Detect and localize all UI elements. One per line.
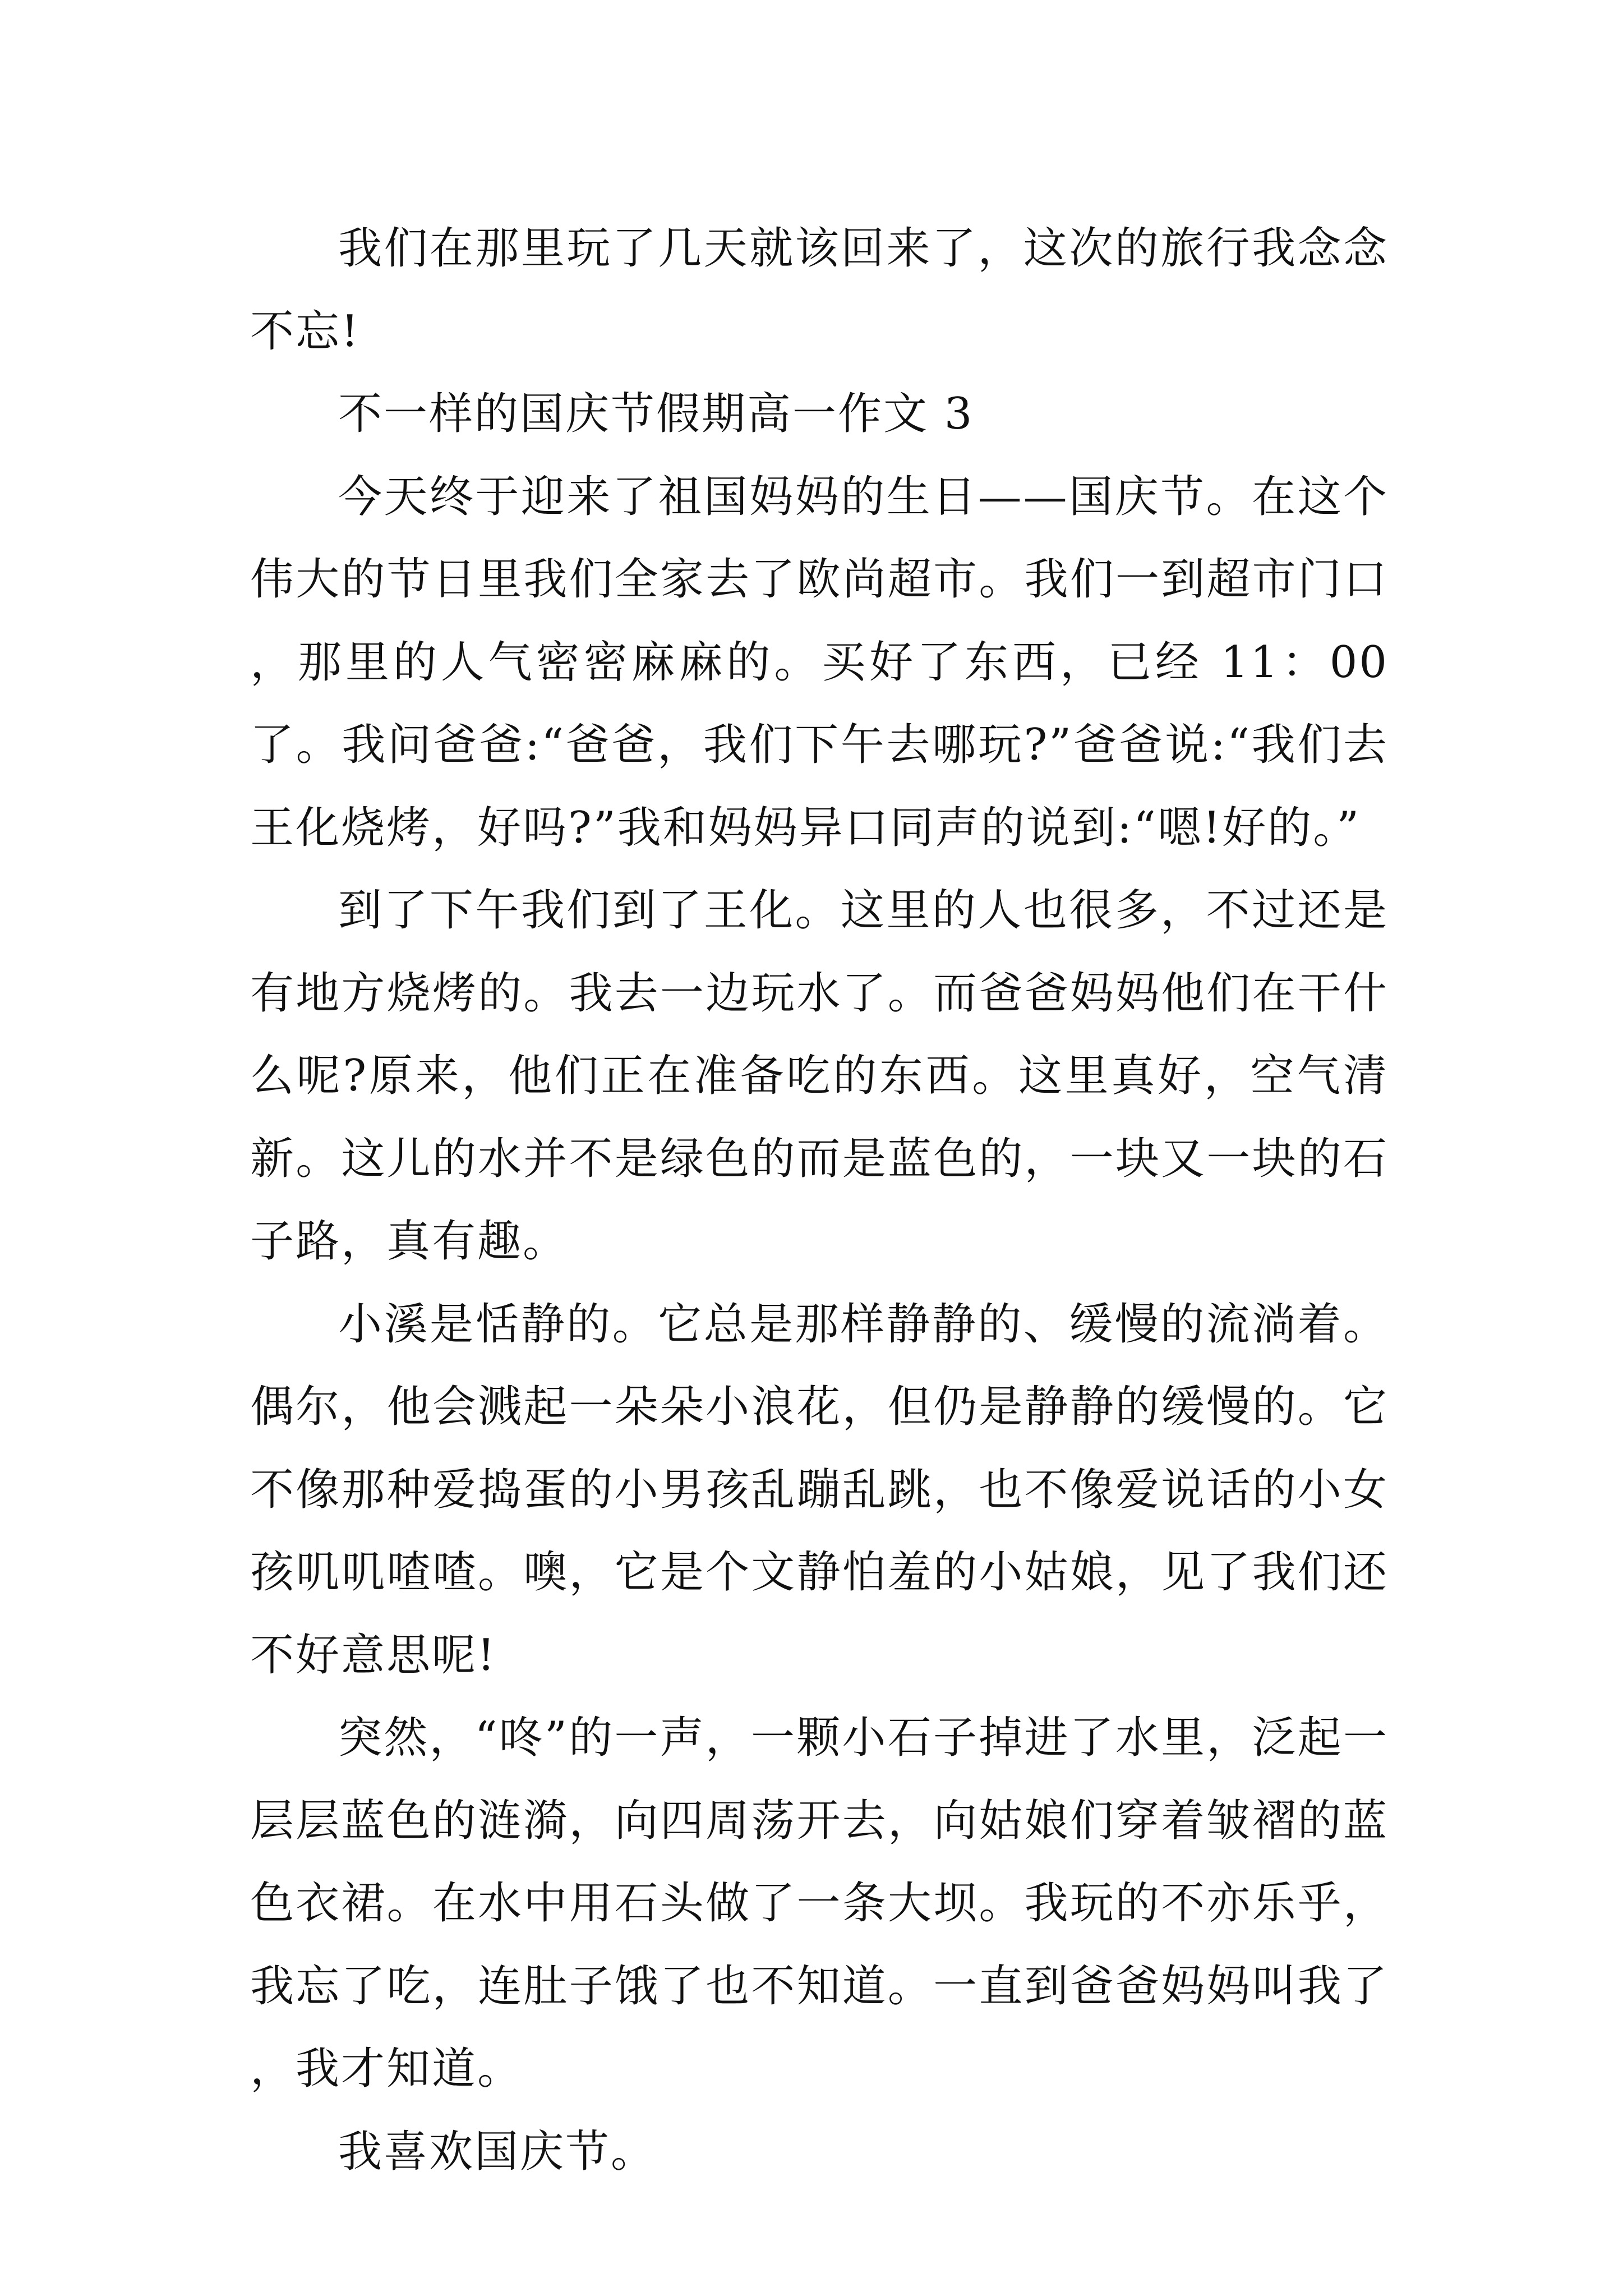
paragraph-3: 到了下午我们到了王化。这里的人也很多，不过还是有地方烧烤的。我去一边玩水了。而爸爸妈妈他们在干什么呢?原来，他们正在准备吃的东西。这里真好，空气清新。这儿的水并不是绿色的而是蓝色的，一块又一块的石子路，真有趣。: [250, 885, 1389, 1267]
paragraph-6: 我喜欢国庆节。: [338, 2126, 657, 2177]
document-body: [250, 208, 1389, 2193]
paragraph-1: 我们在那里玩了几天就该回来了，这次的旅行我念念不忘!: [250, 223, 1389, 357]
paragraph-2: 今天终于迎来了祖国妈妈的生日——国庆节。在这个伟大的节日里我们全家去了欧尚超市。我们一到超市门口，那里的人气密密麻麻的。买好了东西，已经 11：00 了。我问爸爸:“爸爸，我们下午去哪玩?”爸爸说:“我们去王化烧烤，好吗?”我和妈妈异口同声的说到:“嗯!好的。”: [250, 471, 1389, 853]
paragraph-5: 突然，“咚”的一声，一颗小石子掉进了水里，泛起一层层蓝色的涟漪，向四周荡开去，向姑娘们穿着皱褶的蓝色衣裙。在水中用石头做了一条大坝。我玩的不亦乐乎，我忘了吃，连肚子饿了也不知道。一直到爸爸妈妈叫我了，我才知道。: [250, 1713, 1389, 2094]
paragraph-4: 小溪是恬静的。它总是那样静静的、缓慢的流淌着。偶尔，他会溅起一朵朵小浪花，但仍是静静的缓慢的。它不像那种爱捣蛋的小男孩乱蹦乱跳，也不像爱说话的小女孩叽叽喳喳。噢，它是个文静怕羞的小姑娘，见了我们还不好意思呢!: [250, 1299, 1389, 1681]
essay-heading: 不一样的国庆节假期高一作文 3: [338, 389, 974, 439]
